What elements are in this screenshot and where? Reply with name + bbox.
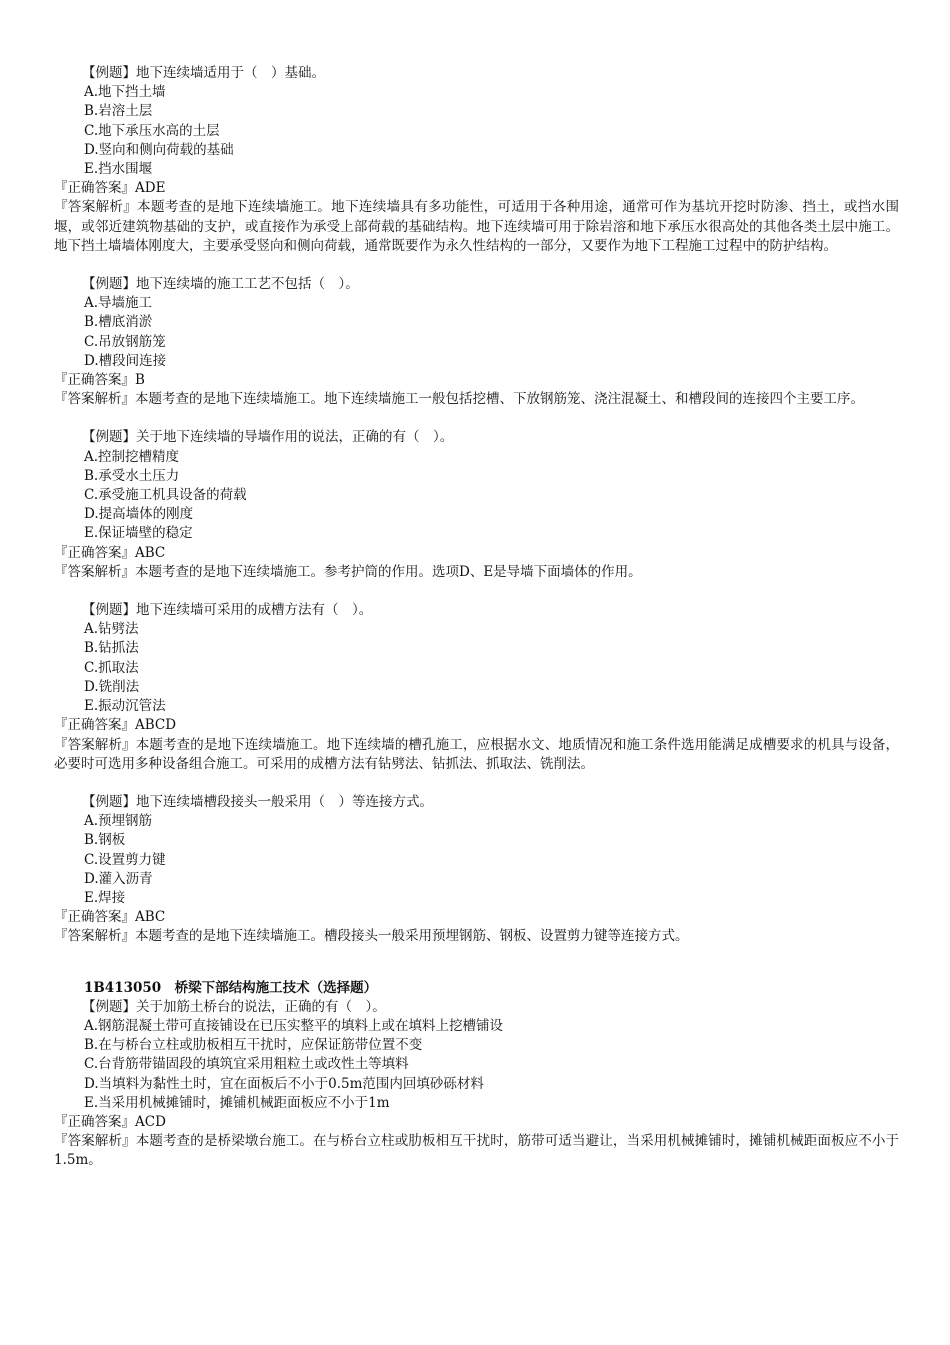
option-b: B.钢板: [84, 832, 126, 849]
correct-answer: 『正确答案』ABC: [54, 909, 166, 926]
spacer: [54, 947, 899, 979]
option-c: C.承受施工机具设备的荷载: [84, 487, 247, 504]
answer-analysis: 『答案解析』本题考查的是地下连续墙施工。地下连续墙的槽孔施工，应根据水文、地质情况和施工条件选用能满足成槽要求的机具与设备，必要时可选用多种设备组合施工。可采用的成槽方法有钻劈法、钻抓法、抓取法、铣削法。: [54, 736, 899, 772]
answer-analysis: 『答案解析』本题考查的是地下连续墙施工。参考护筒的作用。选项D、E是导墙下面墙体的作用。: [54, 563, 642, 580]
option-e: E.当采用机械摊铺时，摊铺机械距面板应不小于1m: [84, 1094, 390, 1111]
option-d: D.槽段间连接: [84, 352, 167, 369]
question-stem: 【例题】地下连续墙可采用的成槽方法有（ ）。: [82, 602, 373, 619]
option-b: B.槽底消淤: [84, 314, 153, 331]
answer-analysis: 『答案解析』本题考查的是桥梁墩台施工。在与桥台立柱或肋板相互干扰时，筋带可适当避让，当采用机械摊铺时，摊铺机械距面板应不小于1.5m。: [54, 1133, 899, 1169]
option-c: C.设置剪力键: [84, 851, 166, 868]
question-stem: 【例题】地下连续墙适用于（ ）基础。: [82, 65, 325, 81]
correct-answer: 『正确答案』ADE: [54, 180, 166, 197]
option-c: C.抓取法: [84, 659, 139, 676]
question-2: [54, 275, 899, 409]
option-c: C.吊放钢筋笼: [84, 333, 166, 350]
question-stem: 【例题】关于地下连续墙的导墙作用的说法，正确的有（ ）。: [82, 429, 454, 446]
option-a: A.钢筋混凝土带可直接铺设在已压实整平的填料上或在填料上挖槽铺设: [84, 1017, 504, 1034]
correct-answer: 『正确答案』ABC: [54, 544, 166, 561]
section-title: 1B413050 桥梁下部结构施工技术（选择题）: [84, 979, 378, 996]
correct-answer: 『正确答案』ABCD: [54, 717, 177, 734]
option-a: A.地下挡土墙: [84, 84, 166, 101]
document-page: [54, 64, 899, 1171]
option-b: B.岩溶土层: [84, 103, 153, 120]
answer-analysis: 『答案解析』本题考查的是地下连续墙施工。地下连续墙具有多功能性，可适用于各种用途，通常可作为基坑开挖时防渗、挡土，或挡水围堰，或邻近建筑物基础的支护，或直接作为承受上部荷载的基础结构。地下连续墙可用于除岩溶和地下承压水很高处的其他各类土层中施工。地下挡土墙墙体刚度大，主要承受竖向和侧向荷载，通常既要作为永久性结构的一部分，又要作为地下工程施工过程中的防护结构。: [54, 199, 899, 254]
spacer: [54, 582, 899, 601]
option-c: C.地下承压水高的土层: [84, 122, 220, 139]
question-1: [54, 64, 899, 256]
option-e: E.焊接: [84, 889, 126, 906]
spacer: [54, 409, 899, 428]
option-d: D.当填料为黏性土时，宜在面板后不小于0.5m范围内回填砂砾材料: [84, 1075, 484, 1092]
correct-answer: 『正确答案』ACD: [54, 1113, 166, 1130]
question-5: [54, 793, 899, 947]
option-a: A.导墙施工: [84, 295, 153, 312]
option-d: D.灌入沥青: [84, 870, 153, 887]
option-b: B.承受水土压力: [84, 467, 180, 484]
option-a: A.预埋钢筋: [84, 813, 153, 830]
option-e: E.保证墙壁的稳定: [84, 525, 193, 542]
option-e: E.振动沉管法: [84, 698, 166, 715]
answer-analysis: 『答案解析』本题考查的是地下连续墙施工。槽段接头一般采用预埋钢筋、钢板、设置剪力键等连接方式。: [54, 928, 689, 945]
question-3: [54, 428, 899, 582]
question-4: [54, 601, 899, 774]
option-a: A.钻劈法: [84, 621, 139, 638]
option-d: D.提高墙体的刚度: [84, 506, 194, 523]
spacer: [54, 774, 899, 793]
spacer: [54, 256, 899, 275]
correct-answer: 『正确答案』B: [54, 372, 145, 389]
option-e: E.挡水围堰: [84, 161, 153, 178]
option-b: B.在与桥台立柱或肋板相互干扰时，应保证筋带位置不变: [84, 1037, 423, 1054]
option-c: C.台背筋带锚固段的填筑宜采用粗粒土或改性土等填料: [84, 1056, 409, 1073]
answer-analysis: 『答案解析』本题考查的是地下连续墙施工。地下连续墙施工一般包括挖槽、下放钢筋笼、浇注混凝土、和槽段间的连接四个主要工序。: [54, 391, 864, 408]
question-stem: 【例题】地下连续墙的施工工艺不包括（ ）。: [82, 276, 359, 293]
question-stem: 【例题】地下连续墙槽段接头一般采用（ ）等连接方式。: [82, 793, 433, 810]
section-bridge-substructure: [54, 979, 899, 1171]
option-a: A.控制挖槽精度: [84, 448, 180, 465]
option-b: B.钻抓法: [84, 640, 139, 657]
option-d: D.铣削法: [84, 678, 140, 695]
question-stem: 【例题】关于加筋土桥台的说法，正确的有（ ）。: [82, 998, 386, 1015]
option-d: D.竖向和侧向荷载的基础: [84, 141, 234, 158]
